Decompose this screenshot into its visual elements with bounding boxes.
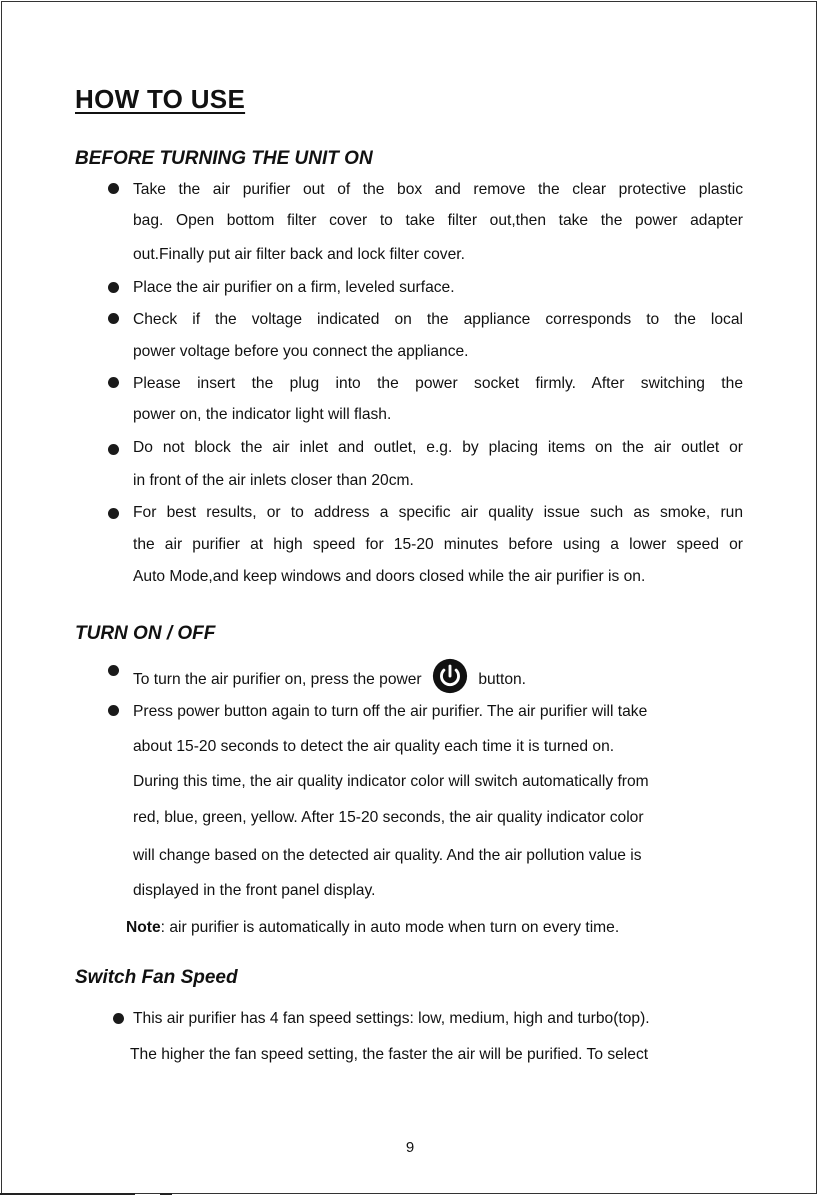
text-line: For best results, or to address a specific air quality issue such as smoke, run — [133, 504, 743, 521]
bullet-icon — [108, 313, 119, 324]
bullet-icon — [108, 444, 119, 455]
bullet-icon — [108, 705, 119, 716]
bullet-icon — [108, 508, 119, 519]
page-number: 9 — [405, 1139, 415, 1156]
text-line: the air purifier at high speed for 15-20 minutes before using a lower speed or — [133, 536, 743, 553]
text-line: Please insert the plug into the power socket firmly. After switching the — [133, 375, 743, 392]
text-line: During this time, the air quality indicator color will switch automatically from — [133, 773, 649, 790]
text-line: Auto Mode,and keep windows and doors closed while the air purifier is on. — [133, 568, 646, 585]
text-line: about 15-20 seconds to detect the air quality each time it is turned on. — [133, 738, 615, 755]
bullet-icon — [113, 1013, 124, 1024]
text-line: out.Finally put air filter back and lock filter cover. — [133, 246, 465, 263]
power-instruction-end: button. — [478, 671, 527, 689]
text-line: power voltage before you connect the appliance. — [133, 343, 469, 360]
section-heading-fan: Switch Fan Speed — [75, 967, 238, 988]
text-line — [133, 662, 526, 698]
text-line: red, blue, green, yellow. After 15-20 seconds, the air quality indicator color — [133, 809, 644, 826]
text-line: will change based on the detected air quality. And the air pollution value is — [133, 847, 642, 864]
power-instruction: To turn the air purifier on, press the power — [133, 671, 422, 689]
page-title: HOW TO USE — [75, 84, 246, 114]
text-line: bag. Open bottom filter cover to take filter out,then take the power adapter — [133, 212, 743, 229]
section-heading-before: BEFORE TURNING THE UNIT ON — [75, 148, 373, 169]
bullet-icon — [108, 377, 119, 388]
text-line: displayed in the front panel display. — [133, 882, 376, 899]
text-line: in front of the air inlets closer than 20cm. — [133, 472, 414, 489]
edge-mark — [0, 1193, 135, 1195]
text-line: Do not block the air inlet and outlet, e.g. by placing items on the air outlet or — [133, 439, 743, 456]
note-label: Note — [126, 919, 161, 936]
text-line: power on, the indicator light will flash. — [133, 406, 392, 423]
bullet-icon — [108, 282, 119, 293]
text-line: This air purifier has 4 fan speed settings: low, medium, high and turbo(top). — [133, 1010, 650, 1027]
bullet-icon — [108, 183, 119, 194]
power-icon — [432, 658, 468, 694]
text-line: Check if the voltage indicated on the appliance corresponds to the local — [133, 311, 743, 328]
text-line: Take the air purifier out of the box and remove the clear protective plastic — [133, 181, 743, 198]
text-line: Place the air purifier on a firm, leveled surface. — [133, 279, 455, 296]
note-text: : air purifier is automatically in auto mode when turn on every time. — [160, 919, 620, 936]
text-line: Press power button again to turn off the air purifier. The air purifier will take — [133, 703, 648, 720]
text-line: The higher the fan speed setting, the faster the air will be purified. To select — [130, 1046, 649, 1063]
section-heading-turn: TURN ON / OFF — [75, 623, 216, 644]
edge-mark — [160, 1193, 172, 1195]
bullet-icon — [108, 665, 119, 676]
note — [126, 918, 619, 938]
